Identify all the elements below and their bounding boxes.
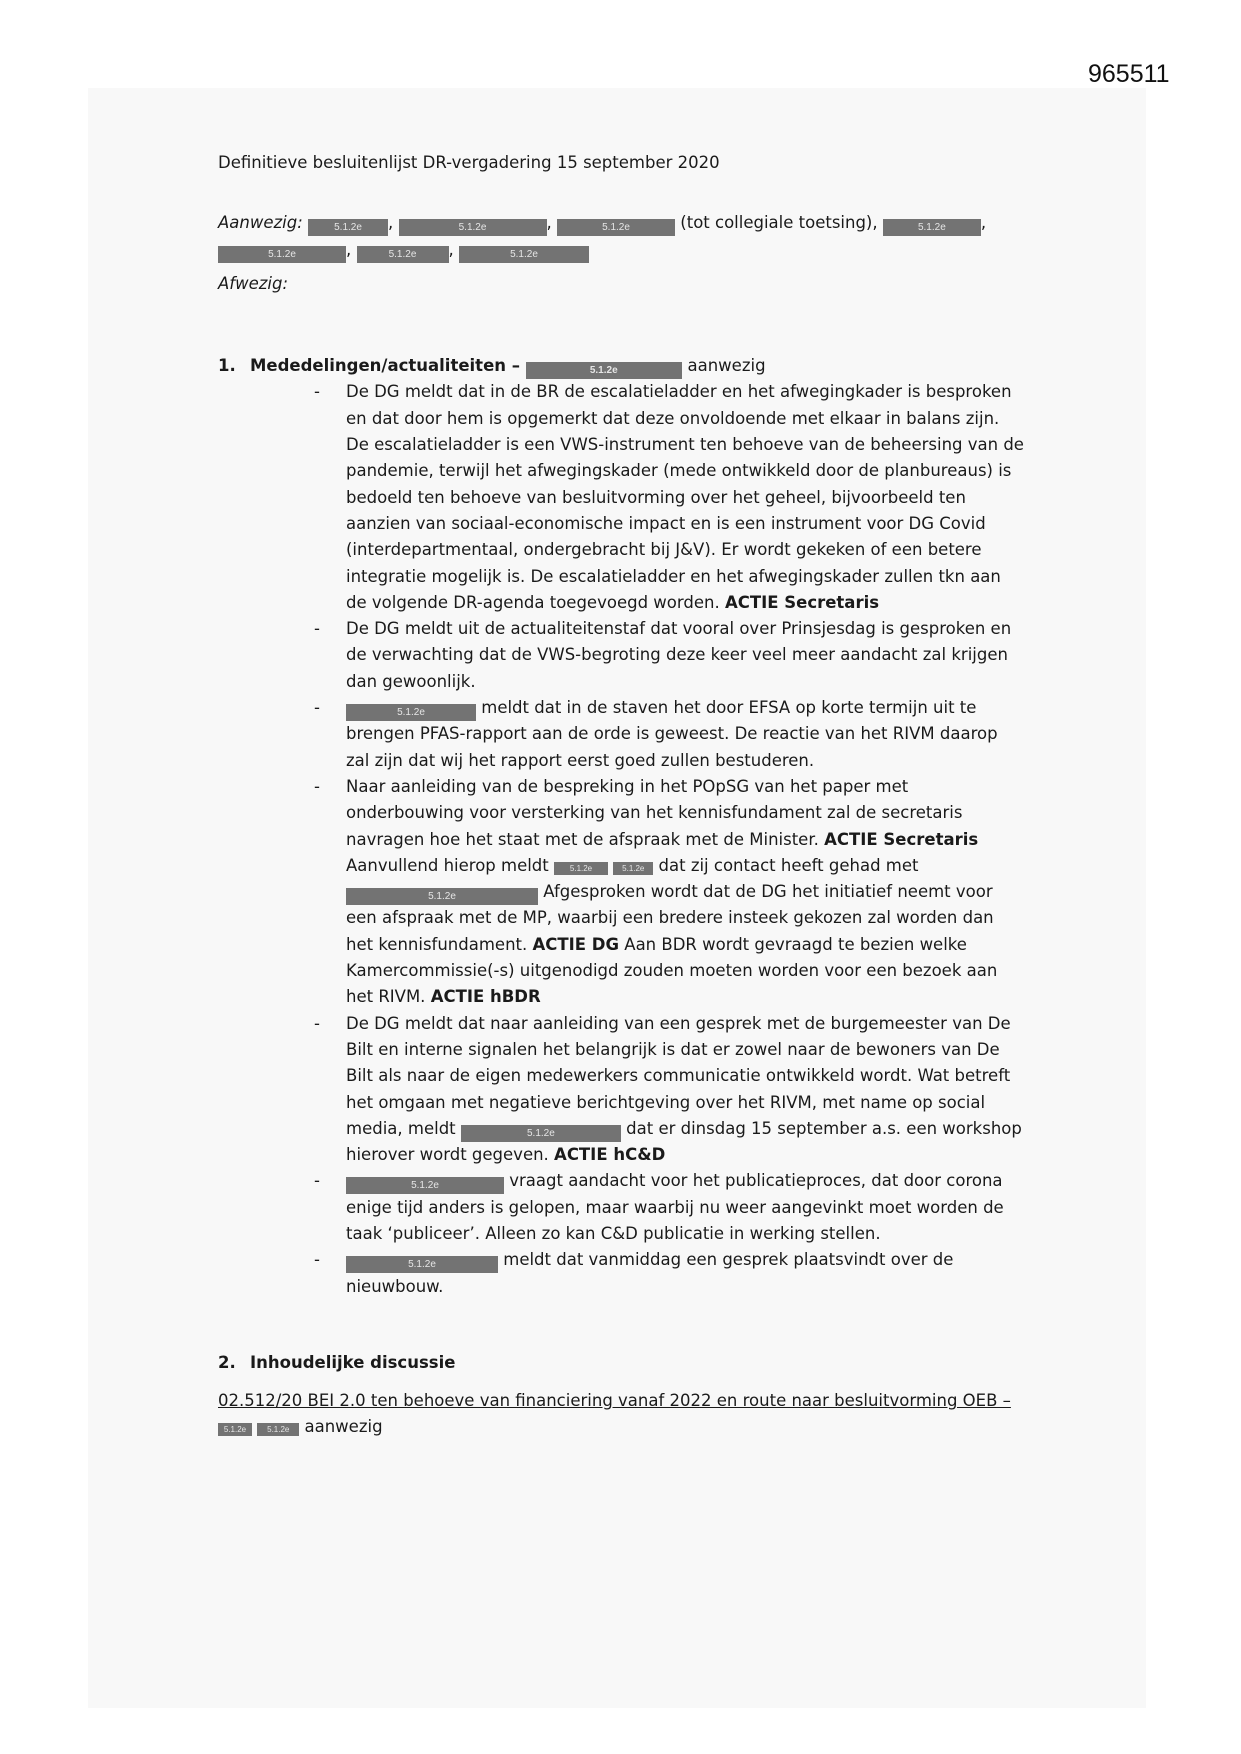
section-1-aanwezig: aanwezig bbox=[687, 356, 766, 376]
redaction-box: 5.1.2e bbox=[357, 246, 449, 263]
section-2-heading bbox=[218, 1350, 1018, 1376]
document-body bbox=[218, 150, 1024, 1441]
list-item: - 5.1.2e vraagt aandacht voor het publicatieproces, dat door corona enige tijd anders is gelopen, maar waarbij nu weer aangevinkt moet worden de taak ‘publiceer’. Alleen zo kan C&D publicatie in werking stellen. bbox=[346, 1168, 1024, 1247]
redaction-box: 5.1.2e bbox=[526, 362, 682, 379]
present-label: Aanwezig: bbox=[218, 213, 303, 233]
section-1-number: 1. bbox=[218, 356, 236, 376]
redaction-box: 5.1.2e bbox=[308, 219, 388, 236]
list-item: - De DG meldt uit de actualiteitenstaf dat vooral over Prinsjesdag is gesproken en de verwachting dat de VWS-begroting deze keer veel meer aandacht zal krijgen dan gewoonlijk. bbox=[346, 616, 1024, 695]
redaction-box: 5.1.2e bbox=[346, 1177, 504, 1194]
list-item: - De DG meldt dat in de BR de escalatieladder en het afwegingkader is besproken en dat door hem is opgemerkt dat deze onvoldoende met elkaar in balans zijn. De escalatieladder is een VWS-instrument ten behoeve van de beheersing van de pandemie, terwijl het afwegingskader (mede ontwikkeld door de planbureaus) is bedoeld ten behoeve van besluitvorming over het geheel, bijvoorbeeld ten aanzien van sociaal-economische impact en is een instrument voor DG Covid (interdepartmentaal, ondergebracht bij J&V). Er wordt gekeken of een betere integratie mogelijk is. De escalatieladder en het afwegingskader zullen tkn aan de volgende DR-agenda toegevoegd worden. ACTIE Secretaris bbox=[346, 379, 1024, 616]
redaction-box: 5.1.2e bbox=[218, 246, 346, 263]
list-item: - 5.1.2e meldt dat vanmiddag een gesprek plaatsvindt over de nieuwbouw. bbox=[346, 1247, 1024, 1300]
collegial-review-note: (tot collegiale toetsing), bbox=[680, 213, 878, 233]
document-title: Definitieve besluitenlijst DR-vergadering 15 september 2020 bbox=[218, 153, 720, 172]
redaction-box: 5.1.2e bbox=[257, 1423, 299, 1436]
list-item: - De DG meldt dat naar aanleiding van een gesprek met de burgemeester van De Bilt en interne signalen het belangrijk is dat er zowel naar de bewoners van De Bilt als naar de eigen medewerkers communicatie ontwikkeld wordt. Wat betreft het omgaan met negatieve berichtgeving over het RIVM, met name op social media, meldt 5.1.2e dat er dinsdag 15 september a.s. een workshop hierover wordt gegeven. ACTIE hC&D bbox=[346, 1011, 1024, 1169]
section-1-heading bbox=[218, 353, 1018, 379]
announcement-list bbox=[218, 379, 1024, 1299]
section-2-number: 2. bbox=[218, 1352, 236, 1372]
document-id: 965511 bbox=[1088, 60, 1170, 88]
list-item: - Naar aanleiding van de bespreking in het POpSG van het paper met onderbouwing voor versterking van het kennisfundament zal de secretaris navragen hoe het staat met de afspraak met de Minister. ACTIE Secretaris Aanvullend hierop meldt 5.1.2e 5.1.2e dat zij contact heeft gehad met 5.1.2e Afgesproken wordt dat de DG het initiatief neemt voor een afspraak met de MP, waarbij een bredere insteek gekozen zal worden dan het kennisfundament. ACTIE DG Aan BDR wordt gevraagd te bezien welke Kamercommissie(-s) uitgenodigd zouden moeten worden voor een bezoek aan het RIVM. ACTIE hBDR bbox=[346, 774, 1024, 1011]
section-2-title: Inhoudelijke discussie bbox=[250, 1352, 456, 1372]
action-label: ACTIE hBDR bbox=[430, 987, 541, 1007]
attendance-absent: Afwezig: bbox=[218, 273, 289, 293]
agenda-item-title: 02.512/20 BEI 2.0 ten behoeve van financiering vanaf 2022 en route naar besluitvorming OEB – bbox=[218, 1391, 1011, 1411]
attendance-present: Aanwezig: 5.1.2e , 5.1.2e , 5.1.2e (tot collegiale toetsing), 5.1.2e , 5.1.2e , 5.1.2e , 5.1.2e bbox=[218, 210, 1018, 263]
action-label: ACTIE hC&D bbox=[554, 1145, 666, 1165]
agenda-item bbox=[218, 1388, 1018, 1441]
redaction-box: 5.1.2e bbox=[459, 246, 589, 263]
redaction-box: 5.1.2e bbox=[346, 704, 476, 721]
redaction-box: 5.1.2e bbox=[613, 862, 653, 875]
action-label: ACTIE DG bbox=[532, 934, 620, 954]
redaction-box: 5.1.2e bbox=[399, 219, 547, 236]
redaction-box: 5.1.2e bbox=[554, 862, 608, 875]
redaction-box: 5.1.2e bbox=[883, 219, 981, 236]
action-label: ACTIE Secretaris bbox=[824, 829, 979, 849]
section-1-title: Mededelingen/actualiteiten – bbox=[250, 356, 520, 376]
redaction-box: 5.1.2e bbox=[461, 1125, 621, 1142]
agenda-item-aanwezig: aanwezig bbox=[304, 1417, 383, 1437]
action-label: ACTIE Secretaris bbox=[724, 592, 880, 612]
redaction-box: 5.1.2e bbox=[557, 219, 675, 236]
redaction-box: 5.1.2e bbox=[346, 1256, 498, 1273]
redaction-box: 5.1.2e bbox=[218, 1423, 252, 1436]
redaction-box: 5.1.2e bbox=[346, 888, 538, 905]
list-item: - 5.1.2e meldt dat in de staven het door EFSA op korte termijn uit te brengen PFAS-rapport aan de orde is geweest. De reactie van het RIVM daarop zal zijn dat wij het rapport eerst goed zullen bestuderen. bbox=[346, 695, 1024, 774]
